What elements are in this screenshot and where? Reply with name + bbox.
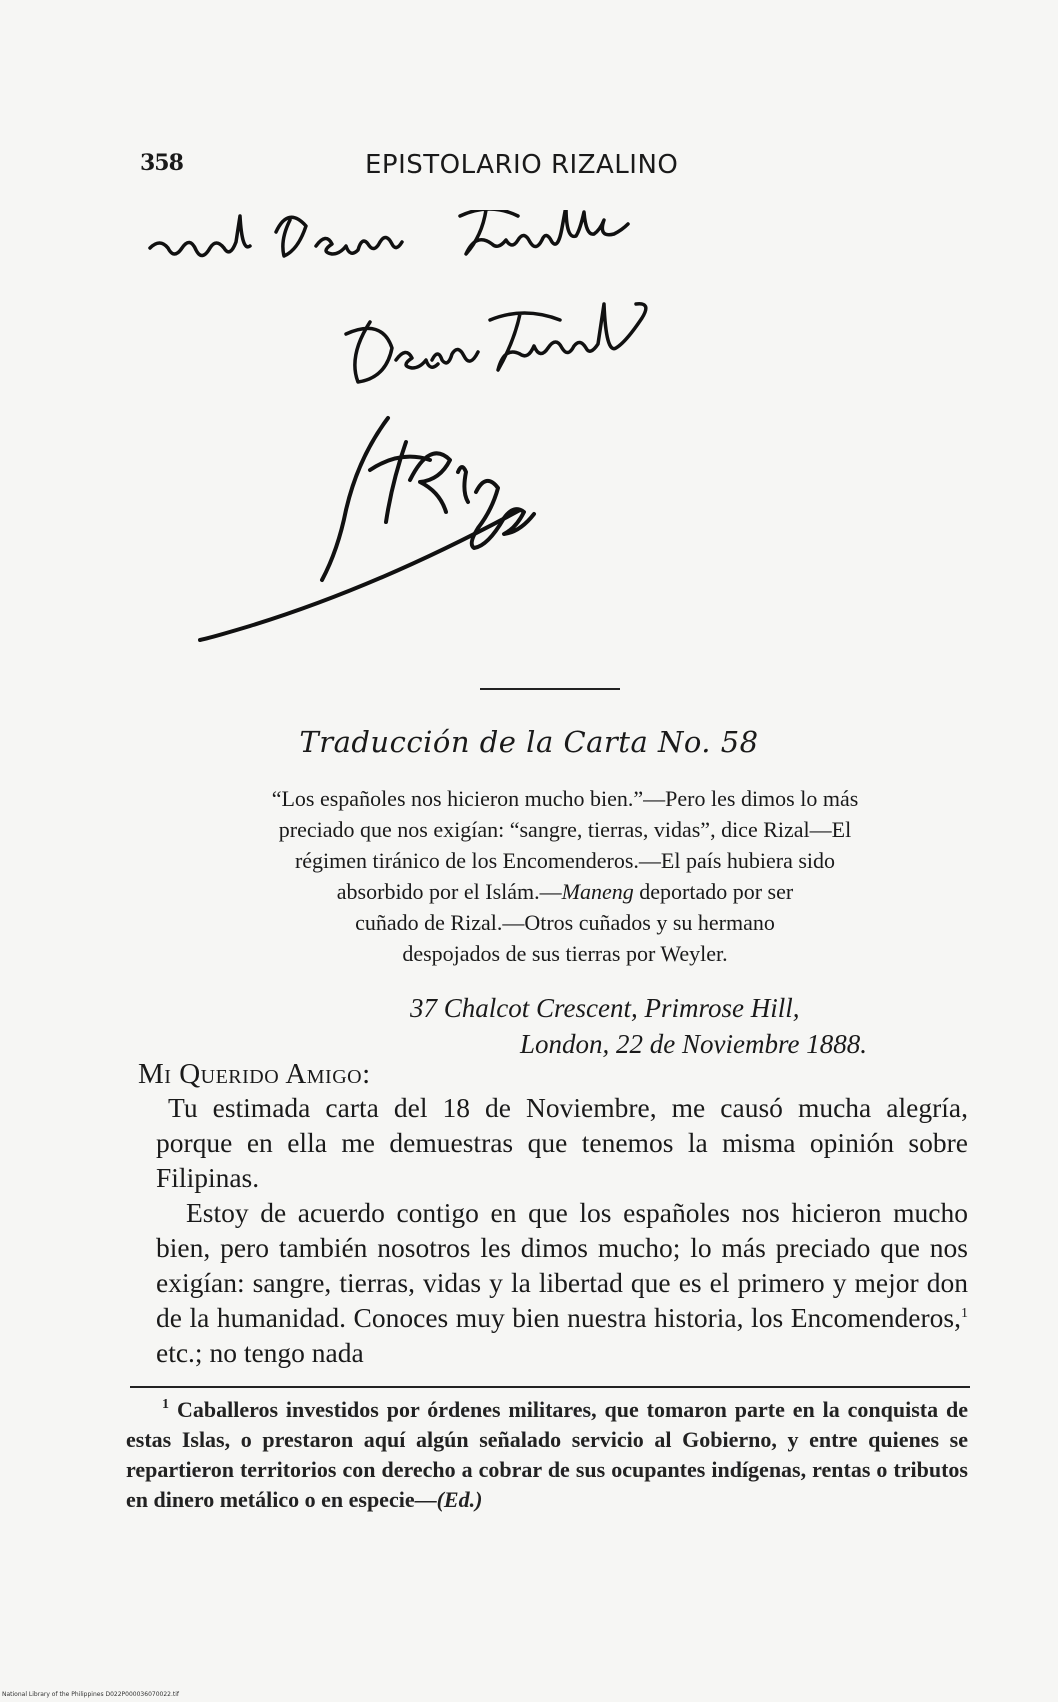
section-divider — [480, 688, 620, 690]
translation-title: Traducción de la Carta No. 58 — [299, 725, 759, 759]
handwriting-line1-stroke — [150, 216, 250, 256]
address-line: 37 Chalcot Crescent, Primrose Hill, — [410, 993, 800, 1023]
handwriting-drawing — [140, 210, 820, 680]
footnote — [126, 1395, 968, 1515]
summary-text: deportado por ser — [633, 879, 794, 904]
letter-body — [156, 1090, 968, 1370]
scan-credit: National Library of the Philippines D022P000036070022.tif — [2, 1691, 180, 1698]
footnote-reference: 1 — [961, 1306, 968, 1321]
translation-summary — [150, 783, 980, 969]
body-paragraph: Tu estimada carta del 18 de Noviembre, me causó mucha alegría, porque en ella me demuestras que tenemos la misma opinión sobre Filipinas. — [156, 1092, 968, 1193]
page-header — [140, 150, 750, 184]
address-date-line: London, 22 de Noviembre 1888. — [520, 1029, 867, 1059]
footnote-rule — [130, 1386, 970, 1388]
summary-line — [150, 876, 980, 907]
handwriting-line2-stroke — [490, 304, 646, 370]
summary-name-maneng: Maneng — [561, 879, 634, 904]
summary-line: preciado que nos exigían: “sangre, tierras, vidas”, dice Rizal—El — [278, 817, 852, 842]
footnote-mark: 1 — [162, 1397, 169, 1412]
summary-line: régimen tiránico de los Encomenderos.—El país hubiera sido — [294, 848, 836, 873]
footnote-text: Caballeros investidos por órdenes militares, que tomaron parte en la conquista de estas Islas, o prestaron aquí algún señalado servicio al Gobierno, y entre quienes se repartieron territorios con derecho a cobrar de sus ocupantes indígenas, rentas o tributos en dinero metálico o en especie— — [126, 1397, 968, 1512]
footnote-editor: (Ed.) — [436, 1487, 483, 1512]
summary-line: cuñado de Rizal.—Otros cuñados y su hermano — [355, 910, 775, 935]
handwriting-line2-stroke — [346, 322, 478, 382]
summary-text: absorbido por el Islám.— — [336, 879, 562, 904]
letter-address — [410, 990, 940, 1062]
running-head: EPISTOLARIO RIZALINO — [365, 150, 679, 180]
handwriting-line1-stroke — [460, 210, 628, 254]
handwritten-closing — [140, 210, 820, 680]
page-number: 358 — [140, 150, 183, 176]
signature-underline — [200, 510, 520, 640]
salutation: Mi Querido Amigo: — [138, 1058, 371, 1090]
body-paragraph — [156, 1195, 968, 1370]
summary-line: despojados de sus tierras por Weyler. — [402, 941, 728, 966]
summary-line: “Los españoles nos hicieron mucho bien.”—Pero les dimos lo más — [271, 786, 859, 811]
body-text: Estoy de acuerdo contigo en que los españoles nos hicieron mucho bien, pero también nosotros les dimos mucho; lo más preciado que nos exigían: sangre, tierras, vidas y la libertad que es el primero y mejor don de la humanidad. Conoces muy bien nuestra historia, los Encomenderos, — [156, 1197, 968, 1333]
body-text: etc.; no tengo nada — [156, 1337, 364, 1368]
